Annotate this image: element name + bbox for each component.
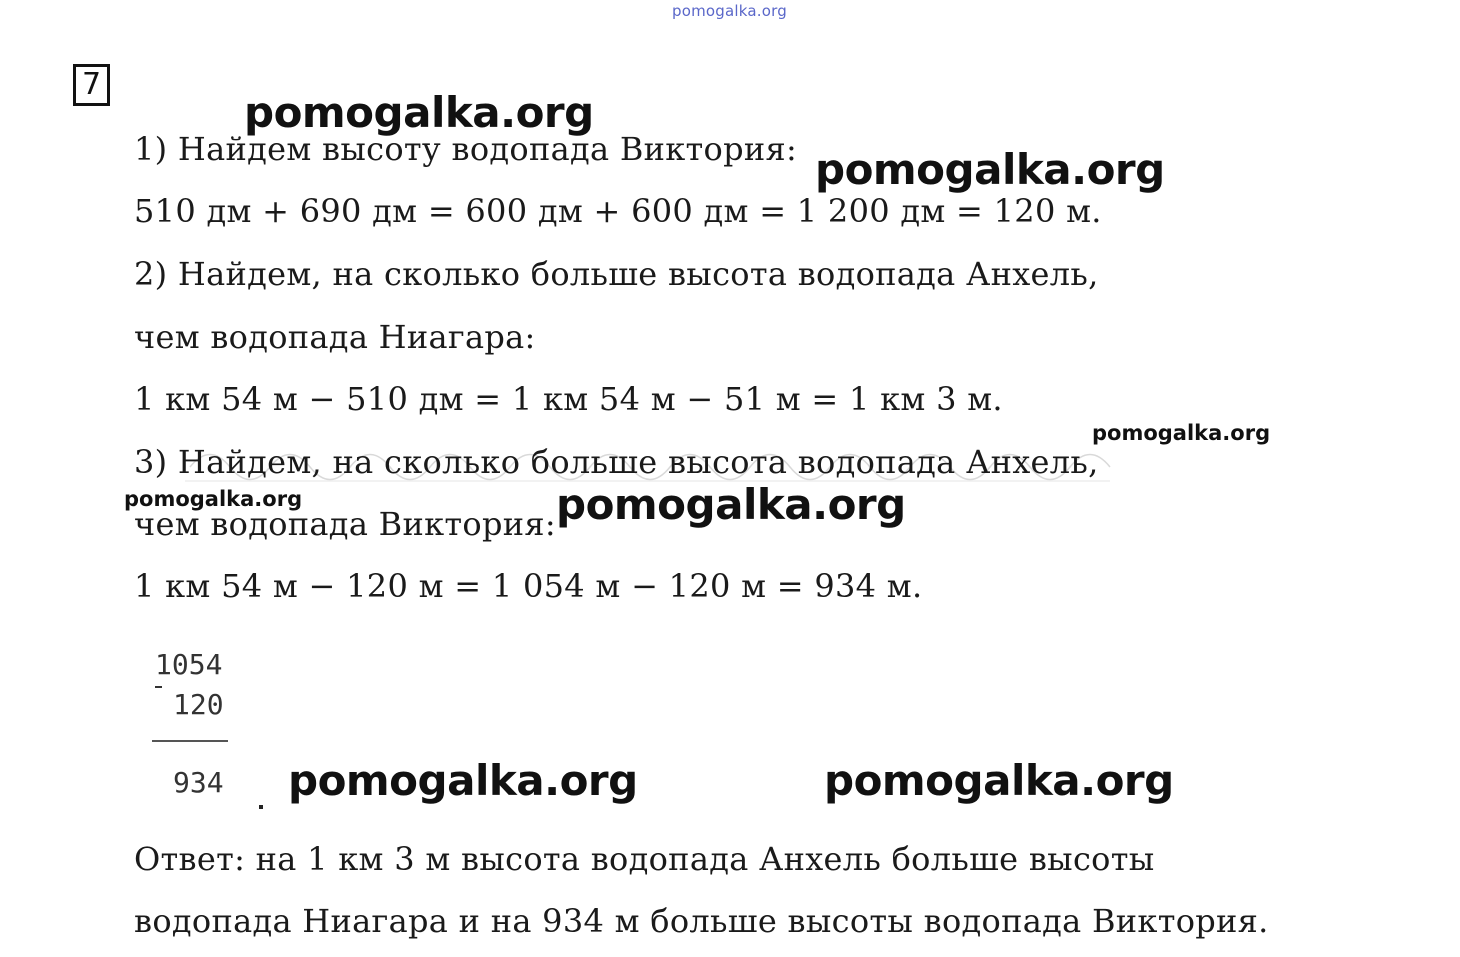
solution-step-2-title-cont: чем водопада Ниагара:	[134, 318, 536, 356]
answer-line-2: водопада Ниагара и на 934 м больше высоты водопада Виктория.	[134, 902, 1269, 940]
column-subtrahend: 120	[173, 688, 224, 721]
solution-step-1-calc: 510 дм + 690 дм = 600 дм + 600 дм = 1 200 дм = 120 м.	[134, 192, 1102, 230]
column-minus-sign	[155, 686, 162, 688]
answer-line-1: Ответ: на 1 км 3 м высота водопада Анхель больше высоты	[134, 840, 1155, 878]
watermark-7: pomogalka.org	[824, 756, 1174, 805]
watermark-2: pomogalka.org	[815, 145, 1165, 194]
stray-dot	[259, 805, 263, 809]
solution-step-1-title: 1) Найдем высоту водопада Виктория:	[134, 130, 798, 168]
solution-step-2-title: 2) Найдем, на сколько больше высота водопада Анхель,	[134, 255, 1099, 293]
column-result: 934	[173, 766, 224, 799]
column-divider-line	[152, 740, 228, 742]
solution-step-3-title-cont: чем водопада Виктория:	[134, 505, 556, 543]
solution-step-2-calc: 1 км 54 м − 510 дм = 1 км 54 м − 51 м = 1 км 3 м.	[134, 380, 1003, 418]
watermark-1: pomogalka.org	[244, 88, 594, 137]
watermark-5: pomogalka.org	[556, 480, 906, 529]
task-number-box: 7	[73, 64, 110, 106]
watermark-4: pomogalka.org	[124, 487, 303, 511]
solution-step-3-title: 3) Найдем, на сколько больше высота водопада Анхель,	[134, 443, 1099, 481]
solution-step-3-calc: 1 км 54 м − 120 м = 1 054 м − 120 м = 934 м.	[134, 567, 923, 605]
column-minuend: 1054	[155, 648, 223, 681]
watermark-6: pomogalka.org	[288, 756, 638, 805]
top-watermark: pomogalka.org	[672, 2, 787, 20]
watermark-3: pomogalka.org	[1092, 421, 1271, 445]
